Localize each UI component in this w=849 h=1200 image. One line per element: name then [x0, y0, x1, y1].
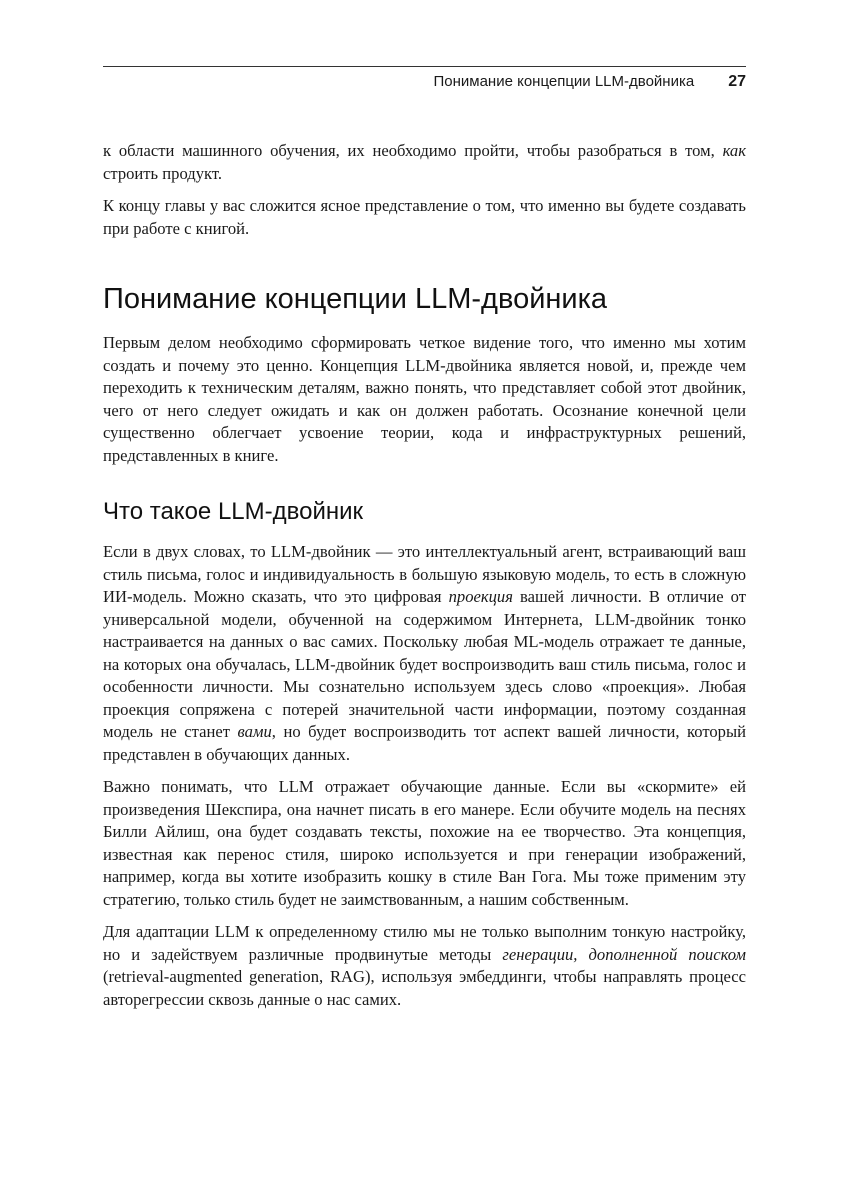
emphasis-rag-term: генерации, дополненной поиском [502, 944, 746, 964]
section2-paragraph-2: Важно понимать, что LLM отражает обучающие данные. Если вы «скормите» ей произведения Шекспира, она начнет писать в его манере. Если обучите модель на песнях Билли Айлиш, она будет создавать тексты, похожие на ее творчество. Эта концепция, известная как перенос стиля, широко используется и при генерации изображений, например, когда вы хотите изобразить кошку в стиле Ван Гога. Мы тоже применим эту стратегию, только стиль будет не заимствованным, а нашим собственным. [103, 777, 746, 909]
page-body [103, 140, 746, 1021]
intro-paragraph-1: к области машинного обучения, их необходимо пройти, чтобы разобраться в том, как строить продукт. [103, 141, 746, 183]
section-heading-llm-twin-concept: Понимание концепции LLM-двойника [103, 283, 608, 315]
running-header [103, 66, 746, 91]
intro-paragraph-2: К концу главы у вас сложится ясное представление о том, что именно вы будете создавать при работе с книгой. [103, 196, 746, 238]
emphasis-you: вами [237, 722, 272, 741]
page-number: 27 [728, 73, 746, 90]
running-title: Понимание концепции LLM-двойника [433, 73, 695, 90]
section1-paragraph-1: Первым делом необходимо сформировать четкое видение того, что именно мы хотим создать и почему это ценно. Концепция LLM-двойника является новой, и, прежде чем переходить к техническим деталям, важно понять, что представляет собой этот двойник, чего от него следует ожидать и как он должен работать. Осознание конечной цели существенно облегчает усвоение теории, кода и инфраструктурных решений, представленных в книге. [103, 333, 746, 465]
emphasis-projection: проекция [448, 587, 513, 606]
subsection-heading-what-is-llm-twin: Что такое LLM-двойник [103, 498, 364, 525]
emphasis-how: как [722, 141, 746, 160]
section2-paragraph-1: Если в двух словах, то LLM-двойник — это интеллектуальный агент, встраивающий ваш стиль письма, голос и индивидуальность в большую языковую модель, то есть в сложную ИИ-модель. Можно сказать, что это цифровая проекция вашей личности. В отличие от универсальной модели, обученной на содержимом Интернета, LLM-двойник тонко настраивается на данных о вас самих. Поскольку любая ML-модель отражает те данные, на которых она обучалась, LLM-двойник будет воспроизводить ваш стиль письма, голос и особенности личности. Мы сознательно используем здесь слово «проекция». Любая проекция сопряжена с потерей значительной части информации, поэтому созданная модель не станет вами, но будет воспроизводить тот аспект вашей личности, который представлен в обучающих данных. [103, 542, 746, 764]
section2-paragraph-3: Для адаптации LLM к определенному стилю мы не только выполним тонкую настройку, но и задействуем различные продвинутые методы генерации, дополненной поиском (retrieval-augmented generation, RAG), используя эмбеддинги, чтобы направлять процесс авторегрессии сквозь данные о нас самих. [103, 922, 746, 1009]
